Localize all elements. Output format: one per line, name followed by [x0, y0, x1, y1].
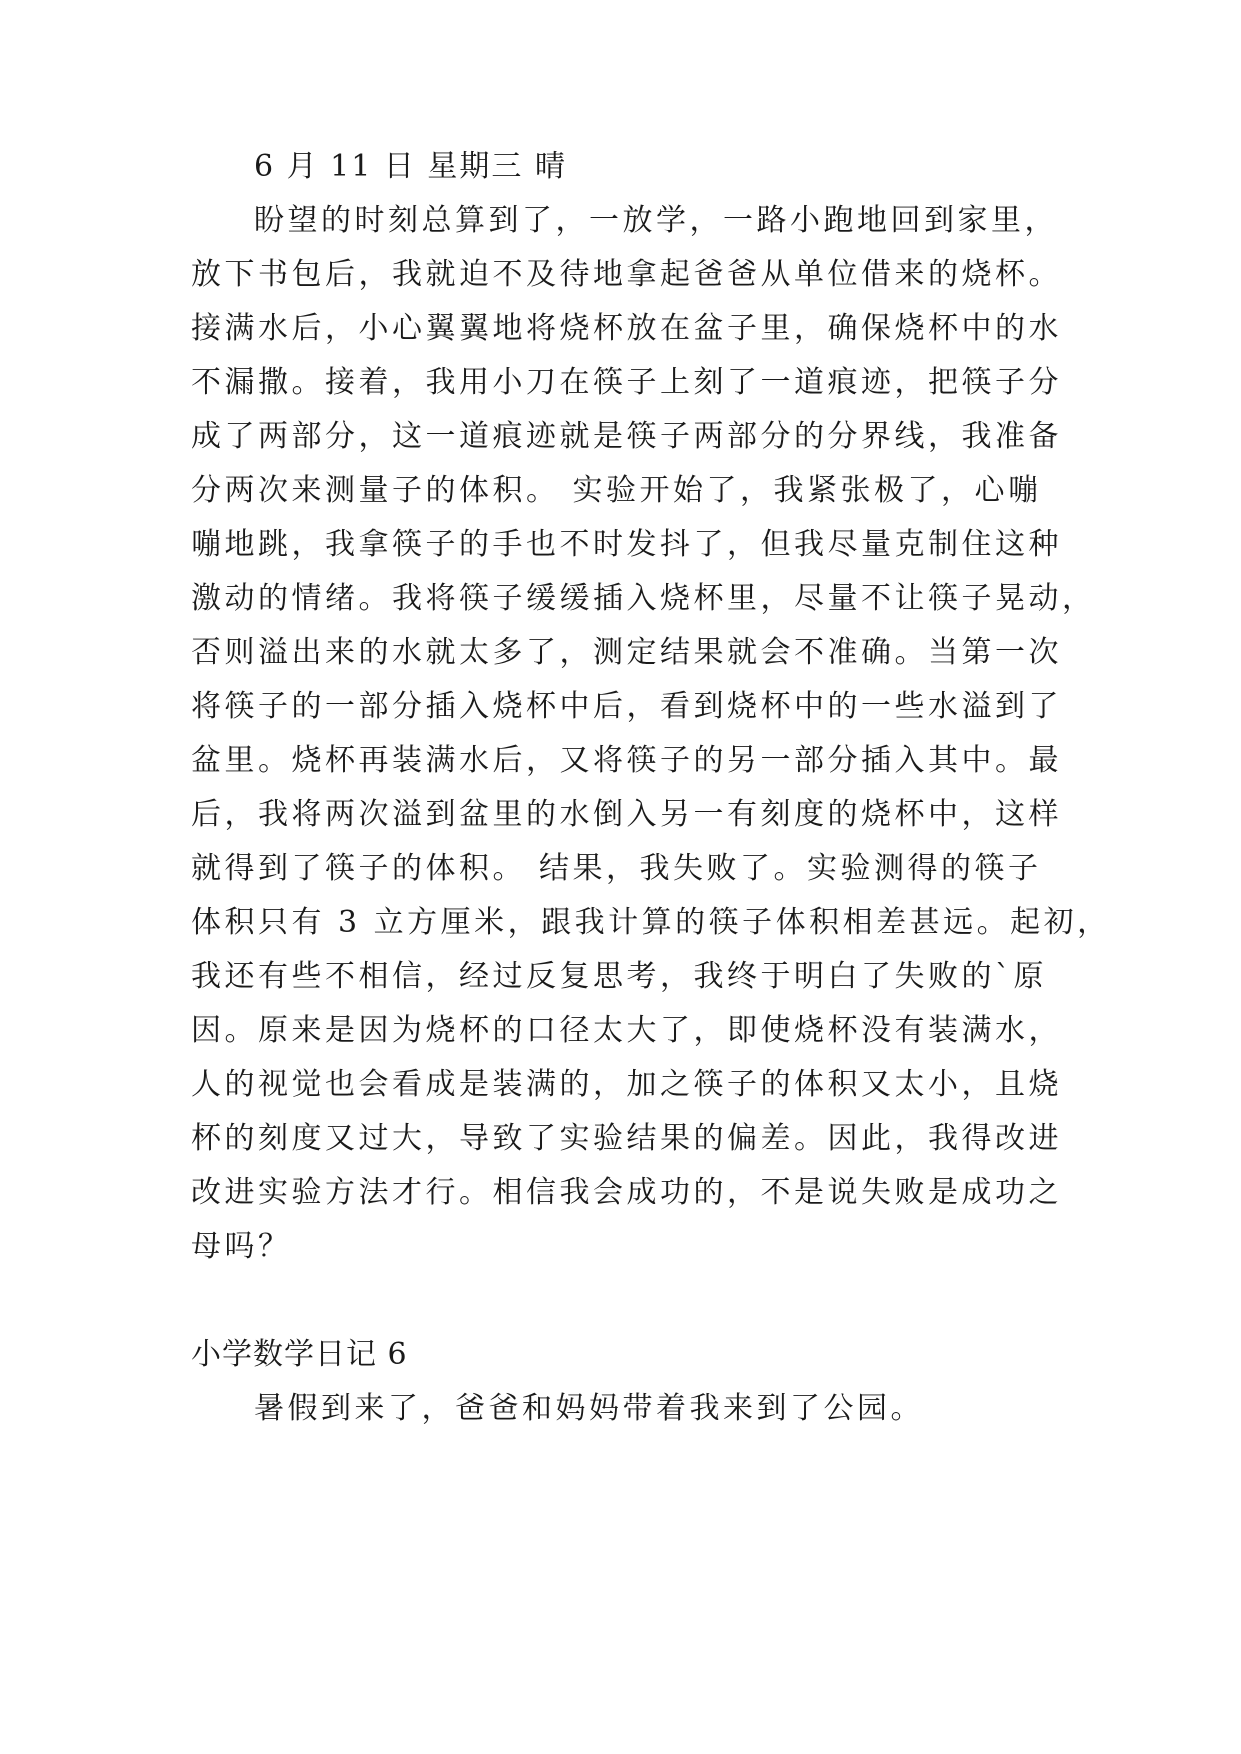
paragraph-line: 接满水后，小心翼翼地将烧杯放在盆子里，确保烧杯中的水	[191, 311, 1062, 346]
section-title: 小学数学日记 6	[191, 1337, 408, 1372]
paragraph-line: 放下书包后，我就迫不及待地拿起爸爸从单位借来的烧杯。	[191, 257, 1062, 292]
paragraph-line: 母吗？	[191, 1229, 292, 1264]
entry-date: 6 月 11 日 星期三 晴	[254, 149, 567, 184]
paragraph-line: 我还有些不相信，经过反复思考，我终于明白了失败的`原	[191, 959, 1047, 994]
paragraph-line: 后，我将两次溢到盆里的水倒入另一有刻度的烧杯中，这样	[191, 797, 1062, 832]
paragraph-line: 分两次来测量子的体积。 实验开始了，我紧张极了，心嘣	[191, 473, 1042, 508]
paragraph-line: 盆里。烧杯再装满水后，又将筷子的另一部分插入其中。最	[191, 743, 1062, 778]
paragraph-line: 将筷子的一部分插入烧杯中后，看到烧杯中的一些水溢到了	[191, 689, 1062, 724]
paragraph-line: 人的视觉也会看成是装满的，加之筷子的体积又太小，且烧	[191, 1067, 1062, 1102]
paragraph-line: 体积只有 3 立方厘米，跟我计算的筷子体积相差甚远。起初，	[191, 905, 1111, 940]
paragraph-line: 因。原来是因为烧杯的口径太大了，即使烧杯没有装满水，	[191, 1013, 1062, 1048]
paragraph-line: 激动的情绪。我将筷子缓缓插入烧杯里，尽量不让筷子晃动，	[191, 581, 1096, 616]
paragraph-line: 否则溢出来的水就太多了，测定结果就会不准确。当第一次	[191, 635, 1062, 670]
paragraph-line: 杯的刻度又过大，导致了实验结果的偏差。因此，我得改进	[191, 1121, 1062, 1156]
paragraph-line: 嘣地跳，我拿筷子的手也不时发抖了，但我尽量克制住这种	[191, 527, 1062, 562]
paragraph-line: 暑假到来了，爸爸和妈妈带着我来到了公园。	[254, 1391, 924, 1426]
paragraph-line: 盼望的时刻总算到了，一放学，一路小跑地回到家里，	[254, 203, 1058, 238]
paragraph-line: 就得到了筷子的体积。 结果，我失败了。实验测得的筷子	[191, 851, 1042, 886]
paragraph-line: 改进实验方法才行。相信我会成功的，不是说失败是成功之	[191, 1175, 1062, 1210]
paragraph-line: 不漏撒。接着，我用小刀在筷子上刻了一道痕迹，把筷子分	[191, 365, 1062, 400]
paragraph-line: 成了两部分，这一道痕迹就是筷子两部分的分界线，我准备	[191, 419, 1062, 454]
